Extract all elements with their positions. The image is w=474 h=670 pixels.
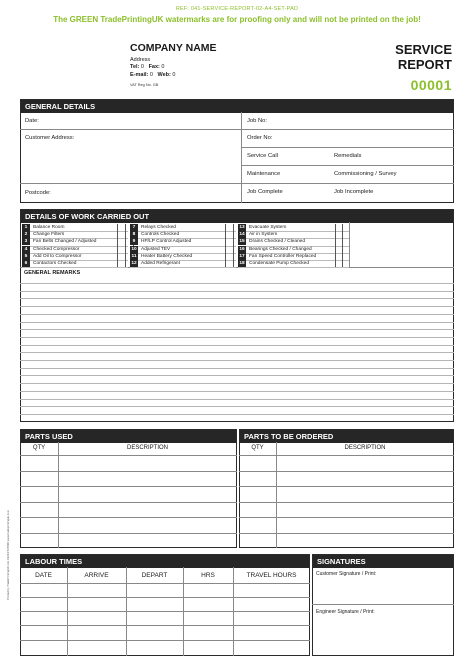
parts-to-order-heading: PARTS TO BE ORDERED (240, 430, 453, 443)
work-item-checkbox-divider (125, 253, 126, 260)
work-item[interactable] (130, 253, 238, 260)
commissioning-survey-option[interactable]: Commissioning / Survey (334, 171, 397, 177)
general-details-section (20, 99, 454, 203)
parts-row-rule (239, 455, 454, 456)
fax-label: Fax: (148, 64, 160, 70)
work-item-label: Drains Checked / Cleaned (249, 239, 305, 245)
email-value: 0 (149, 72, 153, 78)
work-item-checkbox-divider (117, 224, 118, 231)
work-item-number: 3 (22, 238, 30, 245)
gd-rule (20, 183, 454, 184)
remarks-rule (20, 383, 454, 384)
work-item[interactable] (22, 231, 130, 238)
parts-used-description-header: DESCRIPTION (126, 445, 168, 451)
remarks-rule (20, 345, 454, 346)
work-item-checkbox-divider (335, 238, 336, 245)
reference-code: REF: 041-SERVICE-REPORT-02-A4-SET-PAD (175, 6, 299, 12)
work-item-checkbox-divider (225, 224, 226, 231)
work-item[interactable] (130, 238, 238, 245)
work-item[interactable] (238, 224, 346, 231)
date-field-label[interactable]: Date: (25, 118, 39, 124)
work-item[interactable] (238, 260, 346, 267)
remarks-rule (20, 406, 454, 407)
work-item-label: Relays Checked (141, 225, 176, 230)
work-item[interactable] (22, 253, 130, 260)
work-item-number: 5 (22, 253, 30, 260)
parts-row-rule (20, 455, 237, 456)
work-item-checkbox-divider (117, 231, 118, 238)
work-item-checkbox-divider (335, 246, 336, 253)
title-line-2: REPORT (397, 57, 452, 72)
work-item-label: Adjusted TEV (141, 246, 171, 252)
proof-watermark-notice: The GREEN TradePrintingUK watermarks are for proofing only and will not be printed on the job! (53, 15, 421, 24)
service-call-option[interactable]: Service Call (247, 153, 278, 159)
parts-row-rule (239, 517, 454, 518)
work-item[interactable] (130, 260, 238, 267)
work-item-checkbox-divider (125, 224, 126, 231)
work-item-number: 15 (239, 239, 245, 245)
labour-column-header: DATE (35, 572, 52, 579)
remarks-rule (20, 360, 454, 361)
general-details-heading: GENERAL DETAILS (21, 100, 453, 113)
work-item-checkbox-divider (233, 246, 234, 253)
parts-order-qty-header: QTY (251, 445, 264, 451)
parts-row-rule (20, 471, 237, 472)
parts-row-rule (239, 502, 454, 503)
work-item-checkbox-divider (335, 224, 336, 231)
labour-row-rule (20, 583, 310, 584)
labour-column-header: DEPART (141, 572, 168, 579)
web-value: 0 (172, 72, 176, 78)
labour-times-heading: LABOUR TIMES (21, 555, 309, 568)
work-item-checkbox-divider (117, 246, 118, 253)
remarks-rule (20, 329, 454, 330)
work-item-checkbox-divider (225, 238, 226, 245)
work-item-rule (238, 267, 349, 268)
work-item-checkbox-divider (117, 238, 118, 245)
work-item-checkbox-divider (342, 260, 343, 267)
maintenance-option[interactable]: Maintenance (247, 171, 281, 177)
work-item-checkbox-divider (125, 231, 126, 238)
work-item-label: Evacuate System (249, 225, 287, 230)
remarks-rule (20, 391, 454, 392)
job-number-field-label[interactable]: Job No: (247, 118, 267, 124)
work-item-number: 2 (22, 231, 30, 238)
remarks-rule (20, 298, 454, 299)
remedials-option[interactable]: Remedials (334, 153, 362, 159)
work-item-number: 4 (22, 246, 30, 253)
job-complete-option[interactable]: Job Complete (247, 189, 283, 195)
parts-row-rule (20, 502, 237, 503)
postcode-field-label[interactable]: Postcode: (25, 190, 51, 196)
remarks-rule (20, 352, 454, 353)
work-item[interactable] (22, 224, 130, 231)
work-item-label: HP/LP Control Adjusted (141, 239, 192, 245)
general-details-divider (241, 112, 242, 203)
work-item-rule (22, 267, 128, 268)
work-item[interactable] (22, 238, 130, 245)
work-item[interactable] (238, 238, 346, 245)
job-incomplete-option[interactable]: Job Incomplete (334, 189, 374, 195)
document-number: 00001 (410, 77, 452, 93)
labour-column-header: HRS (201, 572, 215, 579)
gd-rule (241, 165, 454, 166)
work-item-number: 14 (239, 232, 245, 238)
company-email-web (130, 72, 175, 78)
signature-divider (312, 604, 454, 605)
remarks-rule (20, 337, 454, 338)
remarks-rule (20, 399, 454, 400)
work-item-number: 8 (130, 231, 138, 238)
work-item-label: Added Refrigerant (141, 261, 180, 266)
work-item-checkbox-divider (342, 246, 343, 253)
work-item-label: Add Oil to Compressor (33, 253, 82, 259)
work-item-number: 7 (130, 224, 138, 231)
work-item-checkbox-divider (233, 231, 234, 238)
parts-row-rule (20, 517, 237, 518)
work-item-rule (130, 267, 236, 268)
work-item-checkbox-divider (225, 231, 226, 238)
work-item-label: Checked Compressor (33, 246, 80, 252)
remarks-rule (20, 306, 454, 307)
remarks-rule (20, 314, 454, 315)
labour-column-header: ARRIVE (84, 572, 109, 579)
work-item-number: 11 (131, 253, 137, 259)
tel-value: 0 (140, 64, 144, 70)
work-item-checkbox-divider (335, 231, 336, 238)
work-item-checkbox-divider (117, 260, 118, 267)
work-grid-right-border (349, 222, 350, 267)
work-item-checkbox-divider (233, 224, 234, 231)
work-item-number: 17 (239, 253, 245, 259)
company-phone-fax (130, 64, 164, 70)
parts-row-rule (239, 471, 454, 472)
customer-address-field-label[interactable]: Customer Address: (25, 135, 75, 141)
remarks-rule (20, 375, 454, 376)
labour-row-rule (20, 625, 310, 626)
work-item-checkbox-divider (335, 260, 336, 267)
company-name: COMPANY NAME (130, 42, 217, 54)
general-remarks-heading: GENERAL REMARKS (24, 270, 81, 276)
document-title (332, 42, 452, 72)
work-item-number: 9 (130, 238, 138, 245)
work-item-label: Controls Checked (141, 232, 180, 238)
remarks-rule (20, 291, 454, 292)
tel-label: Tel: (130, 64, 140, 70)
work-item-label: Heater Battery Checked (141, 253, 193, 259)
work-item-checkbox-divider (117, 253, 118, 260)
work-item-checkbox-divider (342, 231, 343, 238)
parts-used-heading: PARTS USED (21, 430, 236, 443)
email-label: E-mail: (130, 72, 149, 78)
parts-used-qty-header: QTY (32, 445, 46, 451)
work-item-label: Air in System (249, 232, 278, 238)
parts-order-description-header: DESCRIPTION (344, 445, 386, 451)
work-item-checkbox-divider (225, 253, 226, 260)
work-item-label: Contactors Checked (33, 261, 77, 266)
title-line-1: SERVICE (395, 42, 452, 57)
work-item-number: 6 (22, 260, 30, 267)
engineer-signature-label[interactable]: Engineer Signature / Print: (316, 609, 375, 615)
work-item-checkbox-divider (225, 246, 226, 253)
work-item-number: 18 (239, 261, 245, 266)
work-item-checkbox-divider (233, 238, 234, 245)
work-item-checkbox-divider (233, 260, 234, 267)
work-item[interactable] (22, 260, 130, 267)
remarks-rule (20, 414, 454, 415)
web-label: Web: (157, 72, 171, 78)
remarks-rule (20, 368, 454, 369)
signatures-section (312, 554, 454, 656)
work-item-checkbox-divider (125, 246, 126, 253)
work-item-label: Change Filters (33, 232, 65, 238)
remarks-rule (20, 283, 454, 284)
work-item-checkbox-divider (225, 260, 226, 267)
work-item[interactable] (130, 231, 238, 238)
vat-number: VAT Reg No. GB (130, 83, 159, 87)
work-item-number: 10 (131, 246, 137, 252)
work-item-checkbox-divider (125, 260, 126, 267)
labour-row-rule (20, 640, 310, 641)
customer-signature-label[interactable]: Customer Signature / Print: (316, 571, 377, 577)
work-item-checkbox-divider (342, 253, 343, 260)
work-item-number: 16 (239, 246, 245, 252)
labour-row-rule (20, 611, 310, 612)
work-item[interactable] (238, 231, 346, 238)
printer-side-note: Printed by TradePrintingUK Ltd. 01234 567890 www.tradeprintinguk.com (6, 509, 10, 600)
remarks-rule (20, 322, 454, 323)
work-item-number: 13 (239, 225, 245, 230)
work-item-label: Balance Room (33, 225, 65, 230)
work-item-checkbox-divider (233, 253, 234, 260)
parts-row-rule (239, 533, 454, 534)
work-item[interactable] (238, 246, 346, 253)
work-item-number: 12 (131, 261, 137, 266)
work-item-checkbox-divider (342, 224, 343, 231)
labour-column-header: TRAVEL HOURS (246, 572, 297, 579)
gd-rule (241, 147, 454, 148)
work-item[interactable] (22, 246, 130, 253)
work-item[interactable] (130, 224, 238, 231)
work-item-label: Condensate Pump Checked (249, 261, 309, 266)
parts-row-rule (20, 486, 237, 487)
labour-row-rule (20, 597, 310, 598)
work-item-label: Bearings Checked / Changed (249, 246, 312, 252)
work-carried-out-heading: DETAILS OF WORK CARRIED OUT (21, 210, 453, 223)
order-number-field-label[interactable]: Order No: (247, 135, 273, 141)
parts-row-rule (20, 533, 237, 534)
fax-value: 0 (161, 64, 165, 70)
work-item[interactable] (238, 253, 346, 260)
company-address: Address (130, 57, 151, 63)
parts-row-rule (239, 486, 454, 487)
gd-rule (20, 129, 454, 130)
work-item-checkbox-divider (335, 253, 336, 260)
work-item-checkbox-divider (342, 238, 343, 245)
work-item-label: Fan Speed Controller Replaced (249, 253, 317, 259)
signatures-heading: SIGNATURES (313, 555, 453, 568)
work-item-label: Fan Belts Changed / Adjusted (33, 239, 97, 245)
work-item-checkbox-divider (125, 238, 126, 245)
work-item[interactable] (130, 246, 238, 253)
work-item-number: 1 (22, 224, 30, 231)
